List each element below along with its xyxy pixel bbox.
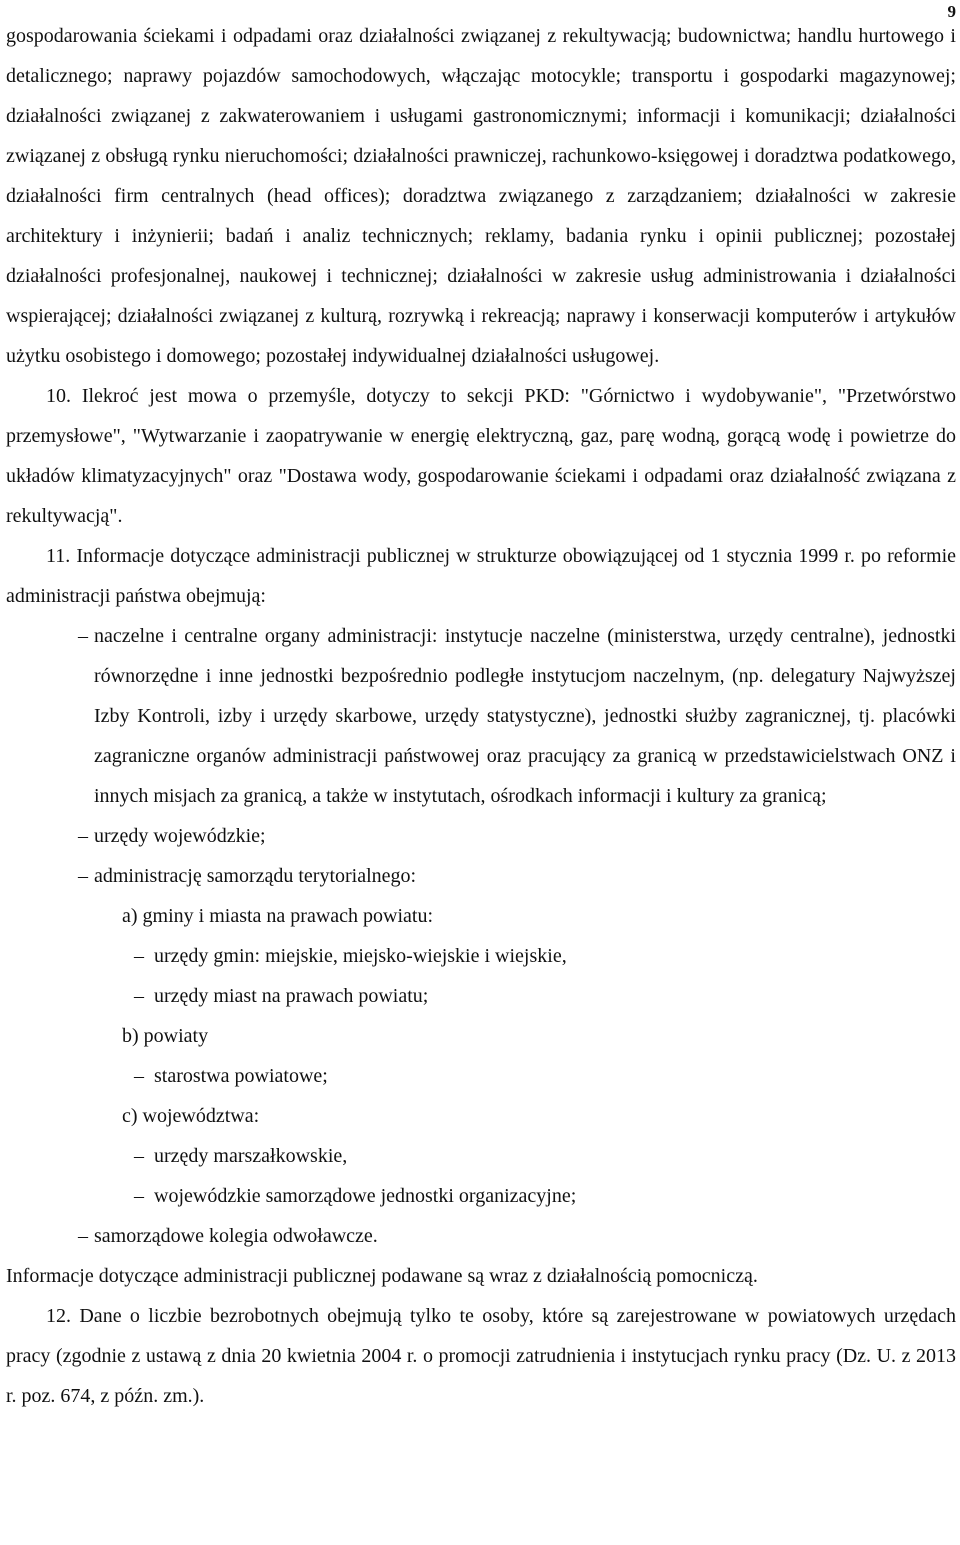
sublist-label-c: c) województwa: xyxy=(122,1105,260,1127)
dash-bullet: – xyxy=(134,985,144,1007)
sublist-item xyxy=(6,936,956,976)
page-number: 9 xyxy=(947,2,956,21)
paragraph-continuation: gospodarowania ściekami i odpadami oraz działalności związanej z rekultywacją; budownictwa; handlu hurtowego i detalicznego; naprawy pojazdów samochodowych, włączając motocykle; transportu i gospodarki magazynowej; działalności związanej z zakwaterowaniem i usługami gastronomicznymi; informacji i komunikacji; działalności związanej z obsługą rynku nieruchomości; działalności prawniczej, rachunkowo-księgowej i doradztwa podatkowego, działalności firm centralnych (head offices); doradztwa związanego z zarządzaniem; działalności w zakresie architektury i inżynierii; badań i analiz technicznych; reklamy, badania rynku i opinii publicznej; pozostałej działalności profesjonalnej, naukowej i technicznej; działalności w zakresie usług administrowania i działalności wspierającej; działalności związanej z kulturą, rozrywką i rekreacją; naprawy i konserwacji komputerów i artykułów użytku osobistego i domowego; pozostałej indywidualnej działalności usługowej. xyxy=(6,25,956,367)
note-paragraph: Informacje dotyczące administracji publicznej podawane są wraz z działalnością pomocniczą. xyxy=(6,1265,758,1287)
document-body xyxy=(6,16,956,1416)
list-item-text: urzędy wojewódzkie; xyxy=(94,825,266,847)
list-item xyxy=(6,616,956,816)
list-item xyxy=(6,1216,956,1256)
sublist-item xyxy=(6,976,956,1016)
sublist-item-text: starostwa powiatowe; xyxy=(154,1065,328,1087)
dash-bullet: – xyxy=(134,945,144,967)
sublist-item-text: urzędy gmin: miejskie, miejsko-wiejskie i wiejskie, xyxy=(154,945,567,967)
list-item-text: administrację samorządu terytorialnego: xyxy=(94,865,417,887)
paragraph-11: 11. Informacje dotyczące administracji publicznej w strukturze obowiązującej od 1 stycznia 1999 r. po reformie administracji państwa obejmują: xyxy=(6,545,956,607)
list-item xyxy=(6,816,956,856)
dash-bullet: – xyxy=(134,1185,144,1207)
sublist-item-text: urzędy marszałkowskie, xyxy=(154,1145,348,1167)
dash-bullet: – xyxy=(134,1145,144,1167)
dash-bullet: – xyxy=(78,625,88,647)
sublist-item xyxy=(6,1176,956,1216)
sublist-label-a: a) gminy i miasta na prawach powiatu: xyxy=(122,905,434,927)
sublist-label-b: b) powiaty xyxy=(122,1025,209,1047)
sublist-item-text: wojewódzkie samorządowe jednostki organizacyjne; xyxy=(154,1185,577,1207)
list-item-text: samorządowe kolegia odwoławcze. xyxy=(94,1225,378,1247)
sublist-item-text: urzędy miast na prawach powiatu; xyxy=(154,985,429,1007)
paragraph-12: 12. Dane o liczbie bezrobotnych obejmują tylko te osoby, które są zarejestrowane w powiatowych urzędach pracy (zgodnie z ustawą z dnia 20 kwietnia 2004 r. o promocji zatrudnienia i instytucjach rynku pracy (Dz. U. z 2013 r. poz. 674, z późn. zm.). xyxy=(6,1305,956,1407)
sublist-item xyxy=(6,1056,956,1096)
sublist-item xyxy=(6,1136,956,1176)
dash-bullet: – xyxy=(78,865,88,887)
list-item-text: naczelne i centralne organy administracji: instytucje naczelne (ministerstwa, urzędy centralne), jednostki równorzędne i inne jednostki bezpośrednio podległe instytucjom naczelnym, (np. delegatury Najwyższej Izby Kontroli, izby i urzędy skarbowe, urzędy statystyczne), jednostki służby zagranicznej, tj. placówki zagraniczne organów administracji państwowej oraz pracujący za granicą w przedstawicielstwach ONZ i innych misjach za granicą, a także w instytutach, ośrodkach informacji i kultury za granicą; xyxy=(94,625,956,807)
dash-bullet: – xyxy=(78,825,88,847)
dash-bullet: – xyxy=(78,1225,88,1247)
paragraph-10: 10. Ilekroć jest mowa o przemyśle, dotyczy to sekcji PKD: "Górnictwo i wydobywanie", "Przetwórstwo przemysłowe", "Wytwarzanie i zaopatrywanie w energię elektryczną, gaz, parę wodną, gorącą wodę i powietrze do układów klimatyzacyjnych" oraz "Dostawa wody, gospodarowanie ściekami i odpadami oraz działalność związana z rekultywacją". xyxy=(6,385,956,527)
list-item xyxy=(6,856,956,896)
dash-bullet: – xyxy=(134,1065,144,1087)
